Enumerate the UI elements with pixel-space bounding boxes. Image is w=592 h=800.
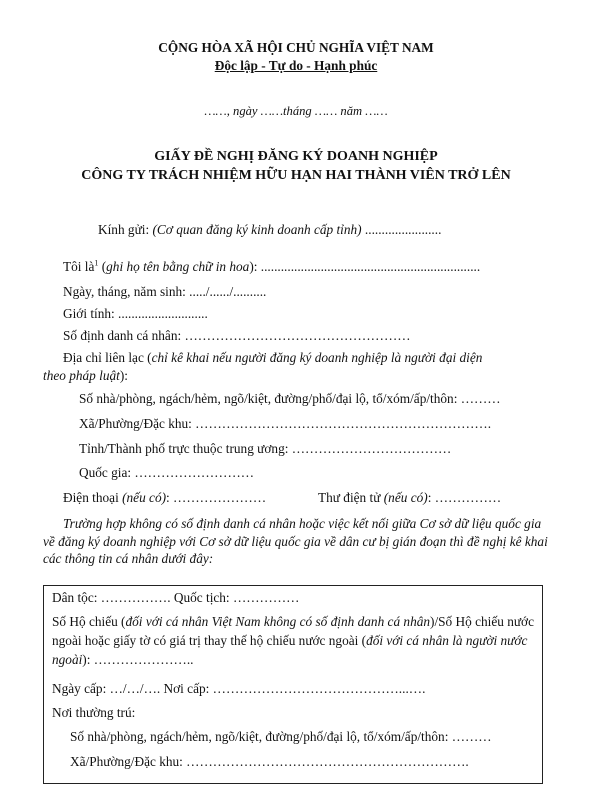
country-field: Quốc gia: ……………………… xyxy=(79,465,255,480)
phone-hint: (nếu có) xyxy=(122,490,167,505)
addressee-hint: (Cơ quan đăng ký kinh doanh cấp tỉnh) xyxy=(152,222,362,237)
name-fill: ): .................................................................. xyxy=(249,259,481,274)
passport-hint-2: đối với cá nhân là người nước ngoài xyxy=(52,633,528,667)
form-title-line1: GIẤY ĐỀ NGHỊ ĐĂNG KÝ DOANH NGHIỆP xyxy=(154,149,438,164)
form-title-line2: CÔNG TY TRÁCH NHIỆM HỮU HẠN HAI THÀNH VIÊN TRỞ LÊN xyxy=(81,168,511,183)
passport-hint-1: đối với cá nhân Việt Nam không có số định danh cá nhân xyxy=(125,614,431,629)
addressee-line xyxy=(98,222,441,238)
residence-label: Nơi thường trú: xyxy=(52,705,136,720)
email-label: Thư điện tử xyxy=(318,490,384,505)
email-hint: (nếu có) xyxy=(383,490,428,505)
passport-label-c: ): ………………….. xyxy=(82,652,194,667)
national-title: CỘNG HÒA XÃ HỘI CHỦ NGHĨA VIỆT NAM xyxy=(158,40,434,55)
name-hint-open: ( xyxy=(98,259,107,274)
contact-address-label-cont xyxy=(43,368,128,384)
motto-text: Độc lập - Tự do - Hạnh phúc xyxy=(214,58,378,73)
province-field: Tỉnh/Thành phố trực thuộc trung ương: ……………………………… xyxy=(79,441,452,456)
ethnicity-nationality-field: Dân tộc: ……………. Quốc tịch: …………… xyxy=(52,590,300,605)
email-fill: : …………… xyxy=(427,490,502,505)
personal-info-box xyxy=(43,585,543,784)
ward-field: Xã/Phường/Đặc khu: …………………………………………………………. xyxy=(79,416,492,431)
street-field: Số nhà/phòng, ngách/hẻm, ngõ/kiệt, đường/phố/đại lộ, tổ/xóm/ấp/thôn: ……… xyxy=(79,391,501,406)
passport-label-b: )/Số Hộ chiếu nước ngoài hoặc giấy tờ có giá trị thay thế hộ chiếu nước ngoài ( xyxy=(52,614,534,648)
personal-info-note: Trường hợp không có số định danh cá nhân hoặc việc kết nối giữa Cơ sở dữ liệu quốc gia về đăng ký doanh nghiệp với Cơ sở dữ liệu quốc gia về dân cư bị gián đoạn thì đề nghị kê khai các thông tin cá nhân dưới đây: xyxy=(43,516,548,566)
national-motto xyxy=(0,58,592,74)
contact-label: Địa chỉ liên lạc ( xyxy=(63,350,152,365)
residence-ward-field: Xã/Phường/Đặc khu: ………………………………………………………. xyxy=(70,754,469,769)
dob-field: Ngày, tháng, năm sinh: ...../....../.......... xyxy=(63,284,267,299)
gender-field: Giới tính: ........................... xyxy=(63,306,208,321)
passport-field xyxy=(52,612,537,669)
addressee-label: Kính gửi: xyxy=(98,222,153,237)
residence-street-field: Số nhà/phòng, ngách/hẻm, ngõ/kiệt, đường/phố/đại lộ, tổ/xóm/ấp/thôn: ……… xyxy=(70,729,492,744)
name-field xyxy=(63,259,480,275)
passport-label-a: Số Hộ chiếu ( xyxy=(52,614,126,629)
name-hint: ghi họ tên bằng chữ in hoa xyxy=(106,259,250,274)
name-label: Tôi là xyxy=(63,259,95,274)
date-line: ……, ngày ……tháng …… năm …… xyxy=(204,104,388,118)
phone-fill: : ………………… xyxy=(166,490,267,505)
addressee-fill: ....................... xyxy=(361,222,442,237)
id-number-field: Số định danh cá nhân: …………………………………………… xyxy=(63,328,411,343)
phone-label: Điện thoại xyxy=(63,490,123,505)
contact-end: ): xyxy=(119,368,128,383)
email-field xyxy=(318,490,501,506)
contact-hint2: theo pháp luật xyxy=(43,368,120,383)
contact-address-label xyxy=(63,350,482,366)
contact-hint: chỉ kê khai nếu người đăng ký doanh nghiệp là người đại diện xyxy=(151,350,483,365)
issue-field: Ngày cấp: …/…/…. Nơi cấp: ……………………………………...…. xyxy=(52,681,426,696)
phone-field xyxy=(63,490,266,506)
footnote-ref: 1 xyxy=(94,258,99,268)
